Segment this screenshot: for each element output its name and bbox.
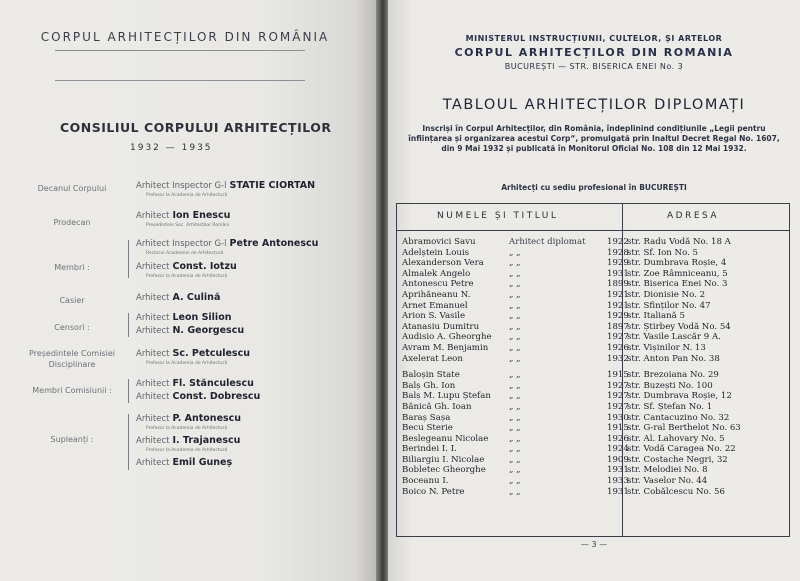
architect-address: str. Dumbrava Roșie, 4 — [627, 258, 727, 269]
table-rows — [402, 237, 800, 497]
sediu-line: Arhitecți cu sediu profesional în BUCUREȘTI — [501, 183, 687, 192]
architect-address: str. Cantacuzino No. 32 — [627, 412, 730, 423]
architect-name: Balș Gh. Ion — [402, 380, 456, 391]
diploma-year: 1932 — [607, 353, 629, 364]
member-decan-sub: Profesor la Academia de Arhitectură — [146, 193, 228, 198]
architect-address: str. Radu Vodă No. 18 A — [627, 237, 731, 247]
architect-title: „ „ — [509, 332, 521, 343]
architect-name: Balș M. Lupu Ștefan — [402, 391, 491, 402]
architect-address: str. Dionisie No. 2 — [627, 289, 706, 300]
architect-name: Antonescu Petre — [402, 279, 474, 290]
diploma-year: 1921 — [607, 289, 629, 300]
left-header: CORPUL ARHITECȚILOR DIN ROMÂNIA — [40, 30, 330, 44]
diploma-year: 1922 — [607, 237, 629, 247]
architect-name: Alexanderson Vera — [402, 258, 484, 269]
member-comisie2: Arhitect Const. Dobrescu — [136, 391, 261, 402]
architect-address: str. Sfinților No. 47 — [627, 300, 711, 311]
architect-title: „ „ — [509, 454, 521, 465]
architect-title: „ „ — [509, 423, 521, 434]
architect-address: str. Vodă Caragea No. 22 — [627, 444, 736, 455]
role-presedinte: Președintele Comisiei Disciplinare — [29, 349, 115, 369]
table-row — [402, 487, 800, 498]
table-row — [402, 322, 800, 333]
member-decan: Arhitect Inspector G-l STATIE CIORTAN — [136, 180, 316, 191]
architect-name: Aprihăneanu N. — [402, 289, 471, 300]
architect-address: str. G-ral Berthelot No. 63 — [627, 423, 741, 434]
table-row — [402, 434, 800, 445]
brace-supleanti — [128, 414, 129, 470]
architect-title: „ „ — [509, 412, 521, 423]
architect-name: Abramovici Savu — [402, 237, 476, 247]
architect-address: str. Sf. Ștefan No. 1 — [627, 401, 713, 412]
member-presedinte: Arhitect Sc. Petculescu — [136, 348, 250, 359]
right-page — [388, 0, 800, 581]
corp-header: CORPUL ARHITECȚILOR DIN ROMANIA — [454, 46, 734, 59]
architect-address: str. Știrbey Vodă No. 54 — [627, 321, 731, 332]
architect-name: Atanasiu Dumitru — [402, 321, 480, 332]
member-supleant3: Arhitect Emil Guneș — [136, 457, 233, 468]
role-supleanti: Supleanți : — [50, 435, 94, 444]
table-row — [402, 354, 800, 365]
architect-address: str. Melodiei No. 8 — [627, 465, 708, 476]
diploma-year: 1927 — [607, 332, 629, 343]
council-years: 1932 — 1935 — [130, 143, 213, 153]
role-censori: Censori : — [54, 323, 90, 332]
table-row — [402, 290, 800, 301]
table-row — [402, 455, 800, 466]
diploma-year: 1928 — [607, 247, 629, 258]
architect-name: Baraș Sașa — [402, 412, 451, 423]
architect-address: str. Zoe Râmniceanu, 5 — [627, 268, 728, 279]
architect-title: „ „ — [509, 476, 521, 487]
architect-name: Becu Sterie — [402, 423, 453, 434]
ministry-header: MINISTERUL INSTRUCȚIUNII, CULTELOR, ȘI ARTELOR — [465, 34, 723, 43]
member-supleant2: Arhitect I. Trajanescu — [136, 435, 241, 446]
member-supleant2-sub: Profesor la Academia de Arhitectură — [146, 448, 228, 453]
architect-address: str. Italiană 5 — [627, 311, 685, 322]
table-row — [402, 332, 800, 343]
architect-name: Bobletec Gheorghe — [402, 465, 486, 476]
member-comisie1: Arhitect Fl. Stănculescu — [136, 378, 254, 389]
member-membru1: Arhitect Inspector G-l Petre Antonescu — [136, 238, 319, 249]
architect-name: Baloșin State — [402, 370, 460, 381]
corp-address: BUCUREȘTI — STR. BISERICA ENEI No. 3 — [504, 62, 684, 71]
diploma-year: 1926 — [607, 342, 629, 353]
architect-address: str. Vaselor No. 44 — [627, 476, 708, 487]
architect-title: „ „ — [509, 300, 521, 311]
council-title: CONSILIUL CORPULUI ARHITECȚILOR — [60, 120, 332, 135]
architect-name: Arnet Emanuel — [402, 300, 468, 311]
table-row — [402, 391, 800, 402]
role-membri: Membri : — [54, 263, 90, 272]
header-rule-bottom — [55, 80, 305, 81]
diploma-year: 1924 — [607, 444, 629, 455]
architect-name: Berindei I. I. — [402, 444, 457, 455]
table-row — [402, 476, 800, 487]
diploma-year: 1929 — [607, 311, 629, 322]
col-header-name: NUMELE ȘI TITLUL — [437, 211, 559, 221]
member-membru2-sub: Profesor la Academia de Arhitectură — [146, 274, 228, 279]
architect-title: „ „ — [509, 370, 521, 381]
table-row — [402, 381, 800, 392]
header-rule-top — [55, 50, 305, 51]
architect-address: str. Dumbrava Roșie, 12 — [627, 391, 732, 402]
member-prodecan-sub: Președintele Soc. Arhitecților Români — [146, 223, 230, 228]
architect-name: Bănică Gh. Ioan — [402, 401, 472, 412]
architect-title: „ „ — [509, 258, 521, 269]
diploma-year: 1897 — [607, 321, 629, 332]
architect-name: Adelștein Louis — [402, 247, 470, 258]
diploma-year: 1930 — [607, 412, 629, 423]
architect-address: str. Sf. Ion No. 5 — [627, 247, 699, 258]
architect-name: Axelerat Leon — [402, 353, 463, 364]
architect-title: „ „ — [509, 311, 521, 322]
diploma-year: 1927 — [607, 380, 629, 391]
member-presedinte-sub: Profesor la Academia de Arhitectură — [146, 361, 228, 366]
diploma-year: 1915 — [607, 370, 629, 381]
diploma-year: 1899 — [607, 279, 629, 290]
architect-title: „ „ — [509, 268, 521, 279]
member-membru1-sub: Rectorul Academiei de Arhitectură — [146, 251, 224, 256]
diploma-year: 1929 — [607, 258, 629, 269]
architect-title: „ „ — [509, 353, 521, 364]
table-row — [402, 301, 800, 312]
member-censor1: Arhitect Leon Silion — [136, 312, 232, 323]
architect-title: „ „ — [509, 380, 521, 391]
architect-address: str. Costache Negri, 32 — [627, 454, 728, 465]
role-casier: Casier — [59, 296, 85, 305]
architect-name: Beslegeanu Nicolae — [402, 433, 489, 444]
table-row — [402, 444, 800, 455]
intro-text: Inscriși în Corpul Arhitecților, din România, îndeplinind condițiunile „Legii pentru înființarea și organizarea acestui Corp“, promulgată prin Inaltul Decret Regal No. 1607, din 9 Mai 1932 și publicată în Monitorul Oficial No. 108 din 12 Mai 1932. — [408, 124, 780, 153]
member-casier: Arhitect A. Culină — [136, 292, 221, 303]
architect-address: str. Vișinilor N. 13 — [627, 342, 706, 353]
architect-title: „ „ — [509, 279, 521, 290]
architect-name: Biliargiu I. Nicolae — [402, 454, 485, 465]
diploma-year: 1909 — [607, 454, 629, 465]
architect-title: „ „ — [509, 444, 521, 455]
member-prodecan: Arhitect Ion Enescu — [136, 210, 231, 221]
architect-address: str. Vasile Lascăr 9 A. — [627, 332, 721, 343]
rows-group-a — [402, 237, 800, 364]
architect-title: „ „ — [509, 321, 521, 332]
table-row — [402, 413, 800, 424]
diploma-year: 1933 — [607, 476, 629, 487]
architect-title: „ „ — [509, 465, 521, 476]
architect-title: „ „ — [509, 401, 521, 412]
role-decan: Decanul Corpului — [37, 184, 107, 193]
architect-name: Avram M. Benjamin — [402, 342, 489, 353]
architect-name: Boceanu I. — [402, 476, 449, 487]
architect-title: „ „ — [509, 391, 521, 402]
table-row — [402, 370, 800, 381]
table-row — [402, 269, 800, 280]
diploma-year: 1927 — [607, 401, 629, 412]
table-row — [402, 343, 800, 354]
page-number: — 3 — — [580, 540, 608, 549]
table-row — [402, 465, 800, 476]
member-censor2: Arhitect N. Georgescu — [136, 325, 245, 336]
architect-title: „ „ — [509, 486, 521, 497]
architect-title: „ „ — [509, 289, 521, 300]
architect-title: Arhitect diplomat — [509, 237, 586, 247]
diploma-year: 1931 — [607, 268, 629, 279]
member-supleant1-sub: Profesor la Academia de Arhitectură — [146, 426, 228, 431]
diploma-year: 1921 — [607, 300, 629, 311]
diploma-year: 1927 — [607, 391, 629, 402]
member-supleant1: Arhitect P. Antonescu — [136, 413, 242, 424]
architect-name: Arion S. Vasile — [402, 311, 466, 322]
left-page — [0, 0, 378, 581]
architect-address: str. Anton Pan No. 38 — [627, 353, 720, 364]
table-header-rule — [397, 230, 789, 231]
table-row — [402, 311, 800, 322]
diploma-year: 1931 — [607, 465, 629, 476]
table-row — [402, 237, 800, 248]
architect-address: str. Cobălcescu No. 56 — [627, 486, 725, 497]
role-membri-comisiunii: Membri Comisiunii : — [32, 386, 112, 395]
rows-group-b — [402, 370, 800, 497]
diploma-year: 1931 — [607, 486, 629, 497]
architect-title: „ „ — [509, 247, 521, 258]
architect-name: Boico N. Petre — [402, 486, 465, 497]
architect-name: Audisio A. Gheorghe — [402, 332, 492, 343]
architect-title: „ „ — [509, 433, 521, 444]
role-prodecan: Prodecan — [53, 218, 91, 227]
architect-address: str. Buzești No. 100 — [627, 380, 713, 391]
table-title: TABLOUL ARHITECȚILOR DIPLOMAȚI — [442, 97, 746, 113]
architect-name: Almalek Angelo — [402, 268, 471, 279]
member-membru2: Arhitect Const. Iotzu — [136, 261, 237, 272]
brace-comisiune — [128, 379, 129, 403]
table-row — [402, 258, 800, 269]
brace-censori — [128, 313, 129, 337]
table-row — [402, 423, 800, 434]
table-row — [402, 279, 800, 290]
architect-address: str. Biserica Enei No. 3 — [627, 279, 728, 290]
architect-address: str. Al. Lahovary No. 5 — [627, 433, 725, 444]
diploma-year: 1926 — [607, 433, 629, 444]
col-header-address: ADRESA — [667, 211, 720, 221]
table-row — [402, 402, 800, 413]
brace-membri — [128, 240, 129, 278]
architect-title: „ „ — [509, 342, 521, 353]
diploma-year: 1915 — [607, 423, 629, 434]
architect-address: str. Brezoiana No. 29 — [627, 370, 719, 381]
table-row — [402, 248, 800, 259]
